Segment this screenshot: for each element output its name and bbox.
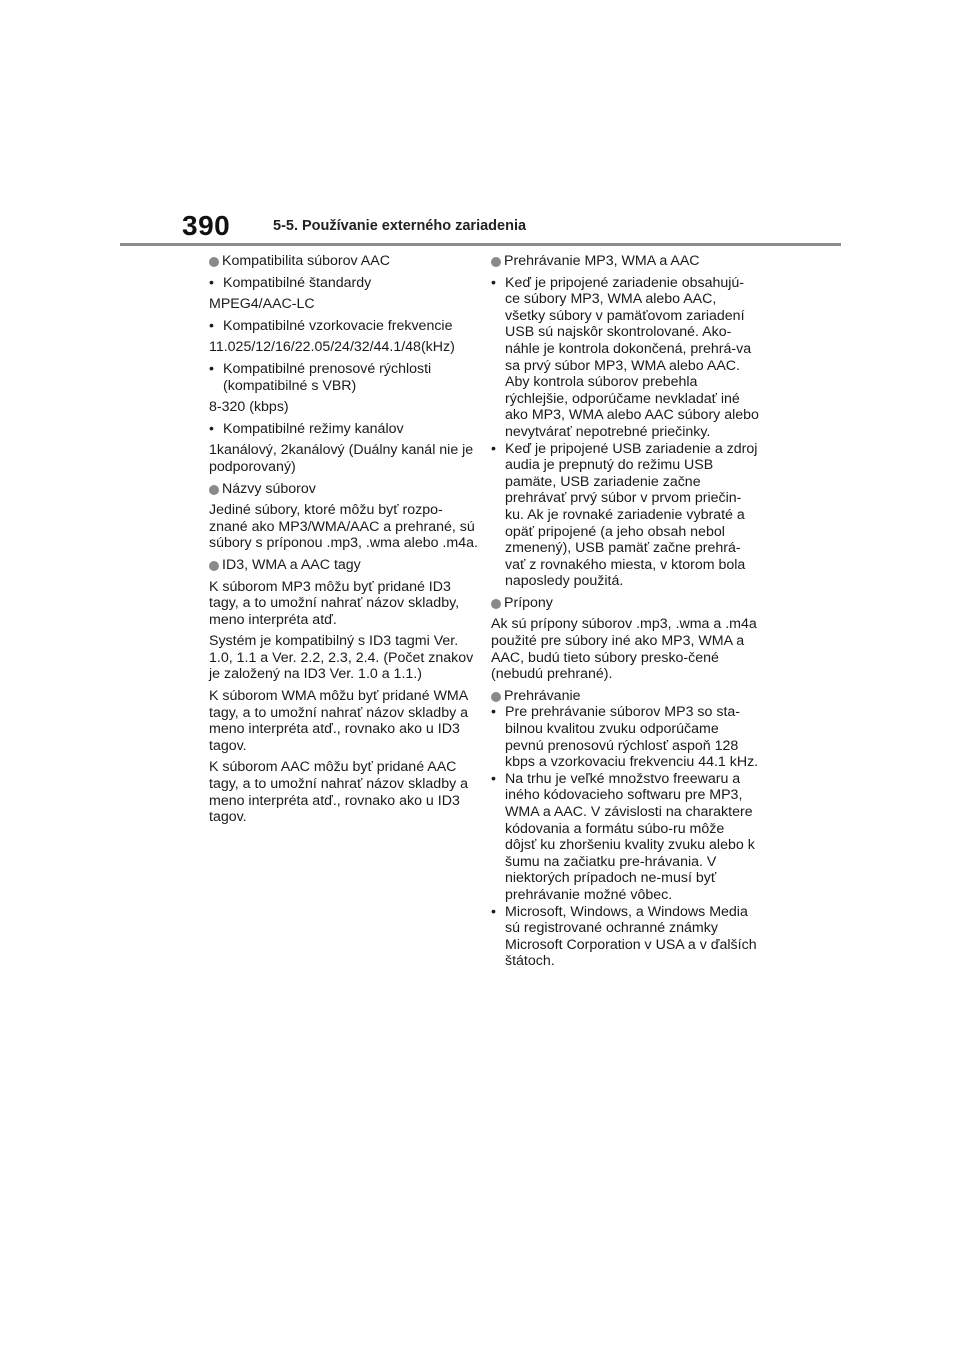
heading-text: Prípony [504,594,553,611]
gray-dot-icon [491,692,501,702]
heading-text: Prehrávanie [504,687,581,704]
list-item: • Kompatibilné vzorkovacie frekvencie [209,317,453,334]
gray-dot-icon [491,257,501,267]
heading-text: Prehrávanie MP3, WMA a AAC [504,253,700,269]
gray-dot-icon [209,485,219,495]
section-heading-extensions [491,595,759,612]
section-heading-play [491,688,759,705]
section-heading-tags [209,557,479,574]
section-title: 5-5. Používanie externého zariadenia [273,218,527,234]
paragraph: Jediné súbory, ktoré môžu byť rozpo-znané ako MP3/WMA/AAC a prehrané, sú súbory s príponou .mp3, .wma alebo .m4a. [209,502,478,552]
list-item: • Pre prehrávanie súborov MP3 so sta-bilnou kvalitou zvuku odporúčame pevnú prenosovú rýchlosť aspoň 128 kbps a vzorkovaciu frekvenciu 44.1 kHz. [491,704,759,771]
paragraph: K súborom WMA môžu byť pridané WMA tagy, a to umožní nahrať názov skladby a meno interpréta atď., rovnako ako u ID3 tagov. [209,688,469,754]
section-heading-playback [491,253,759,270]
left-column [209,253,479,831]
paragraph: Ak sú prípony súborov .mp3, .wma a .m4a použité pre súbory iné ako MP3, WMA a AAC, budú tieto súbory presko-čené (nebudú prehrané). [491,616,757,683]
section-heading-names [209,481,479,498]
section-heading-aac [209,253,479,270]
list-item: • Na trhu je veľké množstvo freewaru a iného kódovacieho softwaru pre MP3, WMA a AAC. V závislosti na charaktere kódovania a formátu súbo-ru môže dôjsť ku zhoršeniu kvality zvuku alebo k šumu na začiatku pre-hrávania. V niektorých prípadoch ne-musí byť prehrávanie možné vôbec. [491,770,755,903]
paragraph: Systém je kompatibilný s ID3 tagmi Ver. 1.0, 1.1 a Ver. 2.2, 2.3, 2.4. (Počet znakov je založený na ID3 Ver. 1.0 a 1.1.) [209,633,474,683]
value-text: MPEG4/AAC-LC [209,296,315,313]
list-item: • Kompatibilné prenosové rýchlosti (kompatibilné s VBR) [209,360,432,394]
list-item: • Kompatibilné štandardy [209,274,372,291]
value-text: 8-320 (kbps) [209,399,289,416]
heading-text: ID3, WMA a AAC tagy [222,556,361,573]
list-item: • Microsoft, Windows, a Windows Media sú registrované ochranné známky Microsoft Corporation v USA a v ďalších štátoch. [491,903,757,970]
gray-dot-icon [209,257,219,267]
gray-dot-icon [209,561,219,571]
right-column [491,253,759,970]
heading-text: Kompatibilita súborov AAC [222,253,390,269]
value-text: 1kanálový, 2kanálový (Duálny kanál nie je podporovaný) [209,442,474,475]
list-item: • Keď je pripojené USB zariadenie a zdroj audia je prepnutý do režimu USB pamäte, USB zariadenie začne prehrávať prvý súbor v prvom priečin-ku. Ak je rovnaké zariadenie vybraté a opäť pripojené (a jeho obsah nebol zmenený), USB pamäť začne prehrá-vať z rovnakého miesta, v ktorom bola naposledy použitá. [491,440,758,590]
paragraph: K súborom MP3 môžu byť pridané ID3 tagy, a to umožní nahrať názov skladby, meno interpréta atď. [209,578,460,628]
heading-text: Názvy súborov [222,480,316,497]
page-header [0,0,960,250]
list-item: • Kompatibilné režimy kanálov [209,420,404,437]
header-divider [120,243,841,246]
page-number: 390 [182,210,231,241]
list-item: • Keď je pripojené zariadenie obsahujú-ce súbory MP3, WMA alebo AAC, všetky súbory v pamäťovom zariadení USB sú najskôr skontrolované. Ako-náhle je kontrola dokončená, prehrá-va sa prvý súbor MP3, WMA alebo AAC. Aby kontrola súborov prebehla rýchlejšie, odporúčame nevkladať iné ako MP3, WMA alebo AAC súbory alebo nevytvárať nepotrebné priečinky. [491,274,759,440]
value-text: 11.025/12/16/22.05/24/32/44.1/48(kHz) [209,339,455,356]
paragraph: K súborom AAC môžu byť pridané AAC tagy, a to umožní nahrať názov skladby a meno interpréta atď., rovnako ako u ID3 tagov. [209,759,469,826]
gray-dot-icon [491,599,501,609]
